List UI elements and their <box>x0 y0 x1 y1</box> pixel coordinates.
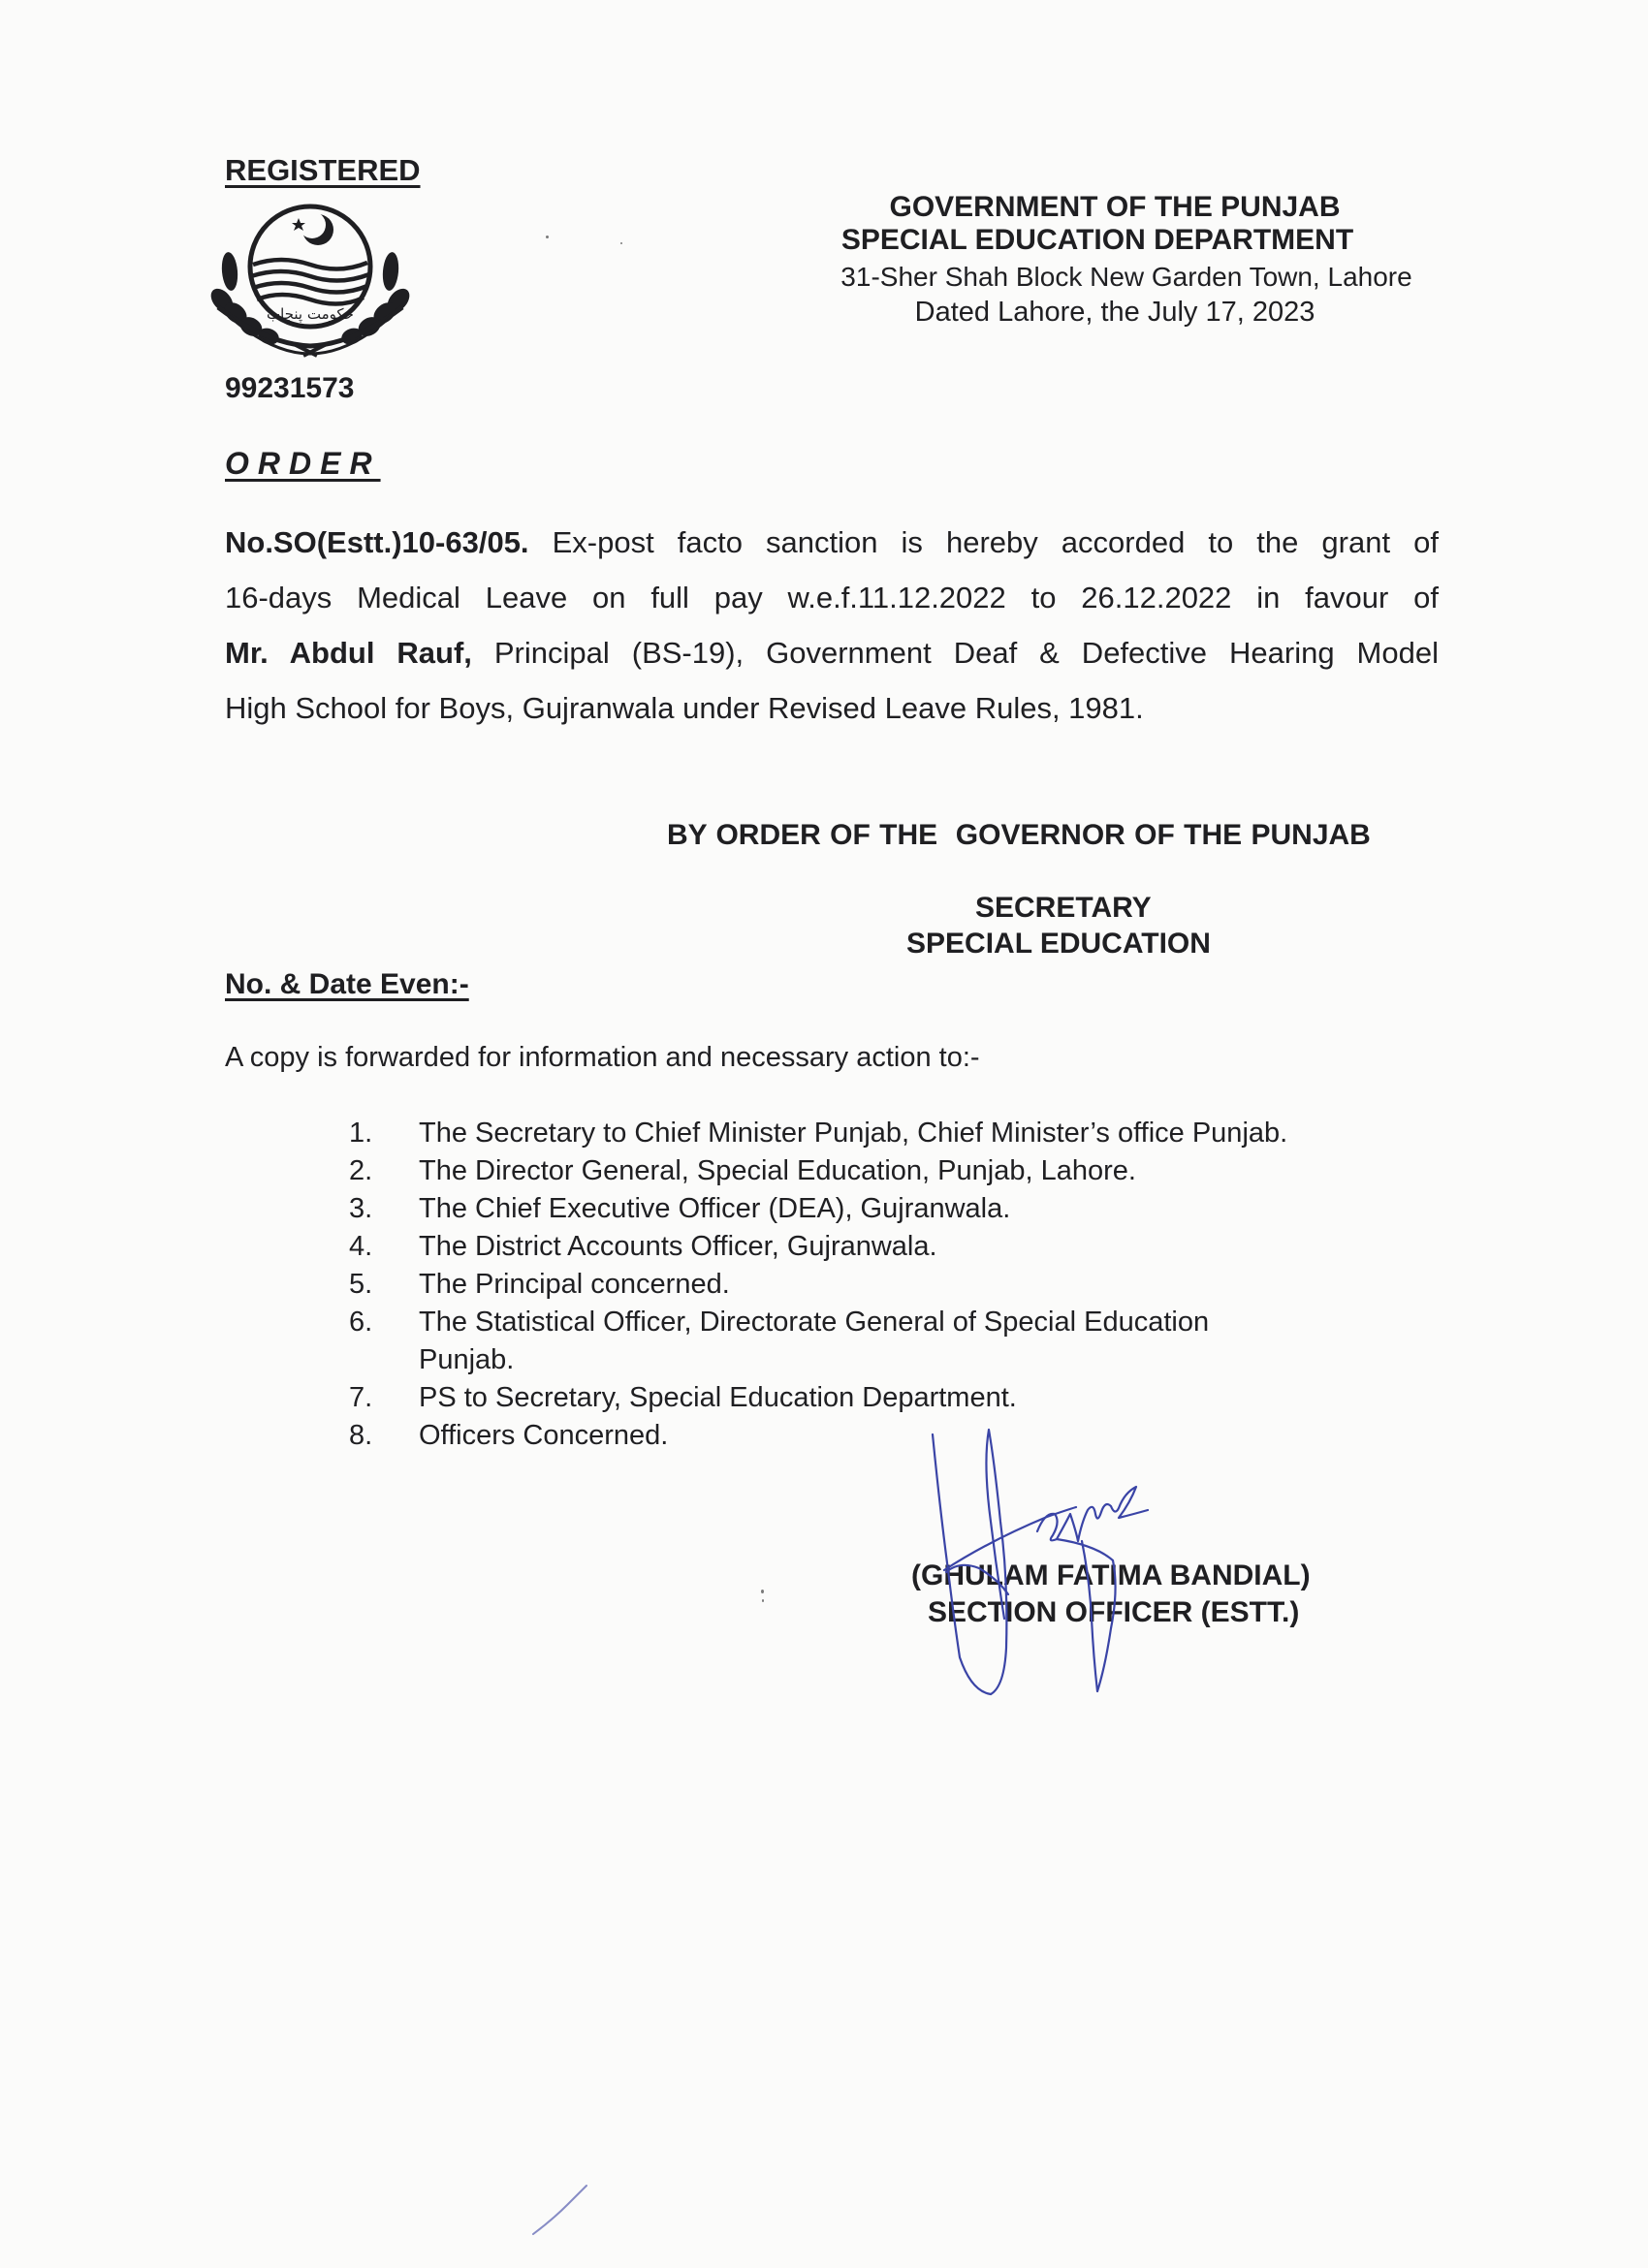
list-text: Officers Concerned. <box>419 1420 669 1451</box>
list-number: 7. <box>349 1382 373 1413</box>
list-item <box>349 1379 1464 1417</box>
list-number: 6. <box>349 1307 373 1338</box>
body-line-4: High School for Boys, Gujranwala under Revised Leave Rules, 1981. <box>225 691 1144 725</box>
list-text: PS to Secretary, Special Education Department. <box>419 1382 1017 1413</box>
copy-intro: A copy is forwarded for information and necessary action to:- <box>225 1042 980 1073</box>
handwritten-signature <box>911 1425 1221 1716</box>
order-number: No.SO(Estt.)10-63/05. <box>225 525 529 559</box>
signatory-name: (GHULAM FATIMA BANDIAL) <box>911 1559 1311 1591</box>
list-text: The District Accounts Officer, Gujranwala. <box>419 1231 937 1262</box>
body-text: Principal (BS-19), Government Deaf & Defective Hearing Model <box>471 636 1439 670</box>
secretary-department: SPECIAL EDUCATION <box>906 928 1211 960</box>
header-department: SPECIAL EDUCATION DEPARTMENT <box>840 224 1354 256</box>
list-item <box>349 1190 1464 1228</box>
order-body <box>225 515 1439 736</box>
list-text: The Director General, Special Education, Punjab, Lahore. <box>419 1155 1136 1186</box>
list-item <box>349 1266 1464 1304</box>
list-item <box>349 1417 1464 1455</box>
recipient-list <box>349 1115 1464 1455</box>
signatory-designation: SECTION OFFICER (ESTT.) <box>928 1596 1300 1628</box>
stray-pen-mark <box>514 2152 611 2249</box>
header-address: 31-Sher Shah Block New Garden Town, Lahore <box>840 262 1412 292</box>
list-text: The Secretary to Chief Minister Punjab, Chief Minister’s office Punjab. <box>419 1118 1288 1149</box>
employee-name: Mr. Abdul Rauf, <box>225 636 472 670</box>
no-date-even-heading: No. & Date Even:- <box>225 968 469 1000</box>
emblem-inscription: حکومت پنجاب <box>267 305 354 323</box>
body-line-3 <box>225 625 1439 680</box>
scan-speck <box>546 236 549 238</box>
body-line-1 <box>225 515 1439 570</box>
header-date: Dated Lahore, the July 17, 2023 <box>914 297 1315 328</box>
scan-speck <box>761 1590 764 1593</box>
list-number: 1. <box>349 1118 373 1149</box>
punjab-emblem-icon <box>208 199 412 363</box>
body-text: Ex-post facto sanction is hereby accorded to the grant of <box>528 525 1439 559</box>
header-government: GOVERNMENT OF THE PUNJAB <box>889 191 1341 223</box>
list-number: 5. <box>349 1269 373 1300</box>
by-order-line: BY ORDER OF THE GOVERNOR OF THE PUNJAB <box>667 819 1371 851</box>
body-line-2: 16-days Medical Leave on full pay w.e.f.11.12.2022 to 26.12.2022 in favour of <box>225 581 1439 614</box>
list-item <box>349 1152 1464 1190</box>
scan-speck <box>762 1599 764 1602</box>
list-text-continued: Punjab. <box>419 1344 515 1375</box>
scan-speck <box>620 242 622 244</box>
order-heading: ORDER <box>225 446 381 481</box>
list-text: The Principal concerned. <box>419 1269 730 1300</box>
reference-number: 99231573 <box>225 372 355 404</box>
secretary-title: SECRETARY <box>975 892 1152 924</box>
list-number: 2. <box>349 1155 373 1186</box>
list-number: 4. <box>349 1231 373 1262</box>
list-item <box>349 1304 1464 1379</box>
list-text: The Statistical Officer, Directorate General of Special Education <box>419 1307 1210 1338</box>
list-number: 8. <box>349 1420 373 1451</box>
registered-label: REGISTERED <box>225 153 421 187</box>
list-item <box>349 1115 1464 1152</box>
list-text: The Chief Executive Officer (DEA), Gujranwala. <box>419 1193 1011 1224</box>
list-item <box>349 1228 1464 1266</box>
list-number: 3. <box>349 1193 373 1224</box>
